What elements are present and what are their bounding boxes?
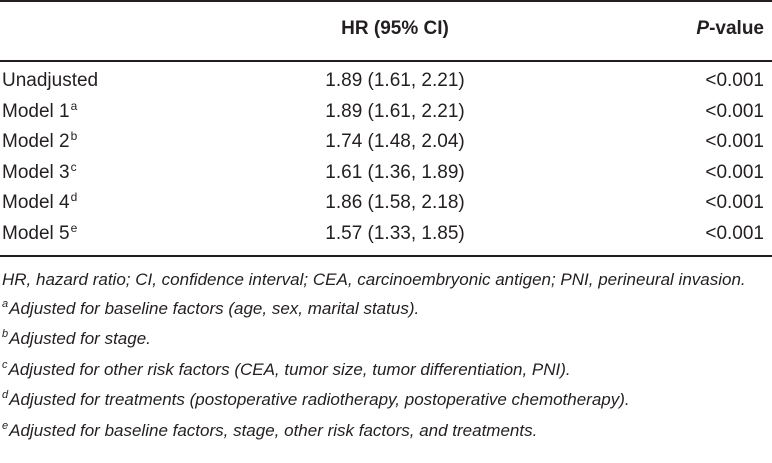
- hr-value: 1.61 (1.36, 1.89): [325, 161, 465, 183]
- p-value: <0.001: [705, 192, 764, 213]
- p-value-column-header: [696, 18, 764, 40]
- footnote-mark: b: [2, 328, 9, 340]
- row-label-footnote-mark: e: [70, 220, 78, 235]
- row-label: [2, 158, 77, 189]
- row-label-text: Model 4: [2, 192, 70, 213]
- footnote: [2, 417, 767, 448]
- table-footnotes: [2, 266, 767, 447]
- p-value: <0.001: [705, 100, 764, 122]
- table-row: [0, 97, 772, 128]
- footnote: [2, 356, 767, 387]
- p-value-header-italic: P: [696, 18, 710, 39]
- footnote-mark: c: [2, 358, 8, 371]
- table-top-rule: [0, 0, 772, 2]
- row-label: [2, 188, 77, 219]
- table-row: [0, 127, 772, 158]
- row-label-footnote-mark: d: [70, 190, 78, 204]
- hr-value: 1.89 (1.61, 2.21): [325, 70, 465, 91]
- row-label: [2, 97, 77, 128]
- p-value: <0.001: [705, 131, 764, 152]
- table-row: [0, 188, 772, 219]
- footnote-text: Adjusted for treatments (postoperative radiotherapy, postoperative chemotherapy).: [9, 390, 630, 409]
- row-label-footnote-mark: b: [70, 129, 78, 143]
- p-value: <0.001: [705, 70, 764, 91]
- footnote-mark: d: [2, 389, 9, 401]
- hr-value: 1.74 (1.48, 2.04): [325, 131, 465, 152]
- footnote: [2, 386, 767, 417]
- footnote-mark: a: [2, 297, 9, 310]
- p-value: <0.001: [705, 161, 764, 183]
- footnote-text: Adjusted for baseline factors (age, sex, marital status).: [9, 298, 420, 318]
- footnote: [2, 325, 767, 356]
- hr-value: 1.89 (1.61, 2.21): [325, 100, 465, 122]
- abbreviations-note: HR, hazard ratio; CI, confidence interval; CEA, carcinoembryonic antigen; PNI, perineural invasion.: [2, 270, 746, 289]
- footnote-text: Adjusted for other risk factors (CEA, tumor size, tumor differentiation, PNI).: [8, 359, 571, 379]
- p-value-header-rest: -value: [709, 18, 764, 39]
- row-label-footnote-mark: c: [70, 159, 77, 174]
- row-label: [2, 66, 99, 97]
- table-body: [0, 66, 772, 249]
- hr-value: 1.86 (1.58, 2.18): [325, 192, 465, 213]
- footnote: [2, 295, 767, 326]
- row-label-text: Model 1: [2, 100, 70, 122]
- table-header-row: [0, 14, 772, 46]
- row-label: [2, 127, 77, 158]
- footnote-text: Adjusted for baseline factors, stage, other risk factors, and treatments.: [9, 420, 538, 440]
- table-header-rule: [0, 60, 772, 62]
- hr-column-header: HR (95% CI): [341, 18, 449, 39]
- row-label-footnote-mark: a: [70, 98, 78, 113]
- row-label-text: Unadjusted: [2, 70, 99, 91]
- row-label-text: Model 5: [2, 222, 70, 244]
- footnote-mark: e: [2, 419, 9, 432]
- footnote-text: Adjusted for stage.: [9, 329, 151, 348]
- hr-value: 1.57 (1.33, 1.85): [325, 222, 465, 244]
- table-bottom-rule: [0, 255, 772, 257]
- table-row: [0, 158, 772, 189]
- row-label: [2, 219, 77, 250]
- p-value: <0.001: [705, 222, 764, 244]
- table-row: [0, 219, 772, 250]
- table-row: [0, 66, 772, 97]
- row-label-text: Model 2: [2, 131, 70, 152]
- row-label-text: Model 3: [2, 161, 70, 183]
